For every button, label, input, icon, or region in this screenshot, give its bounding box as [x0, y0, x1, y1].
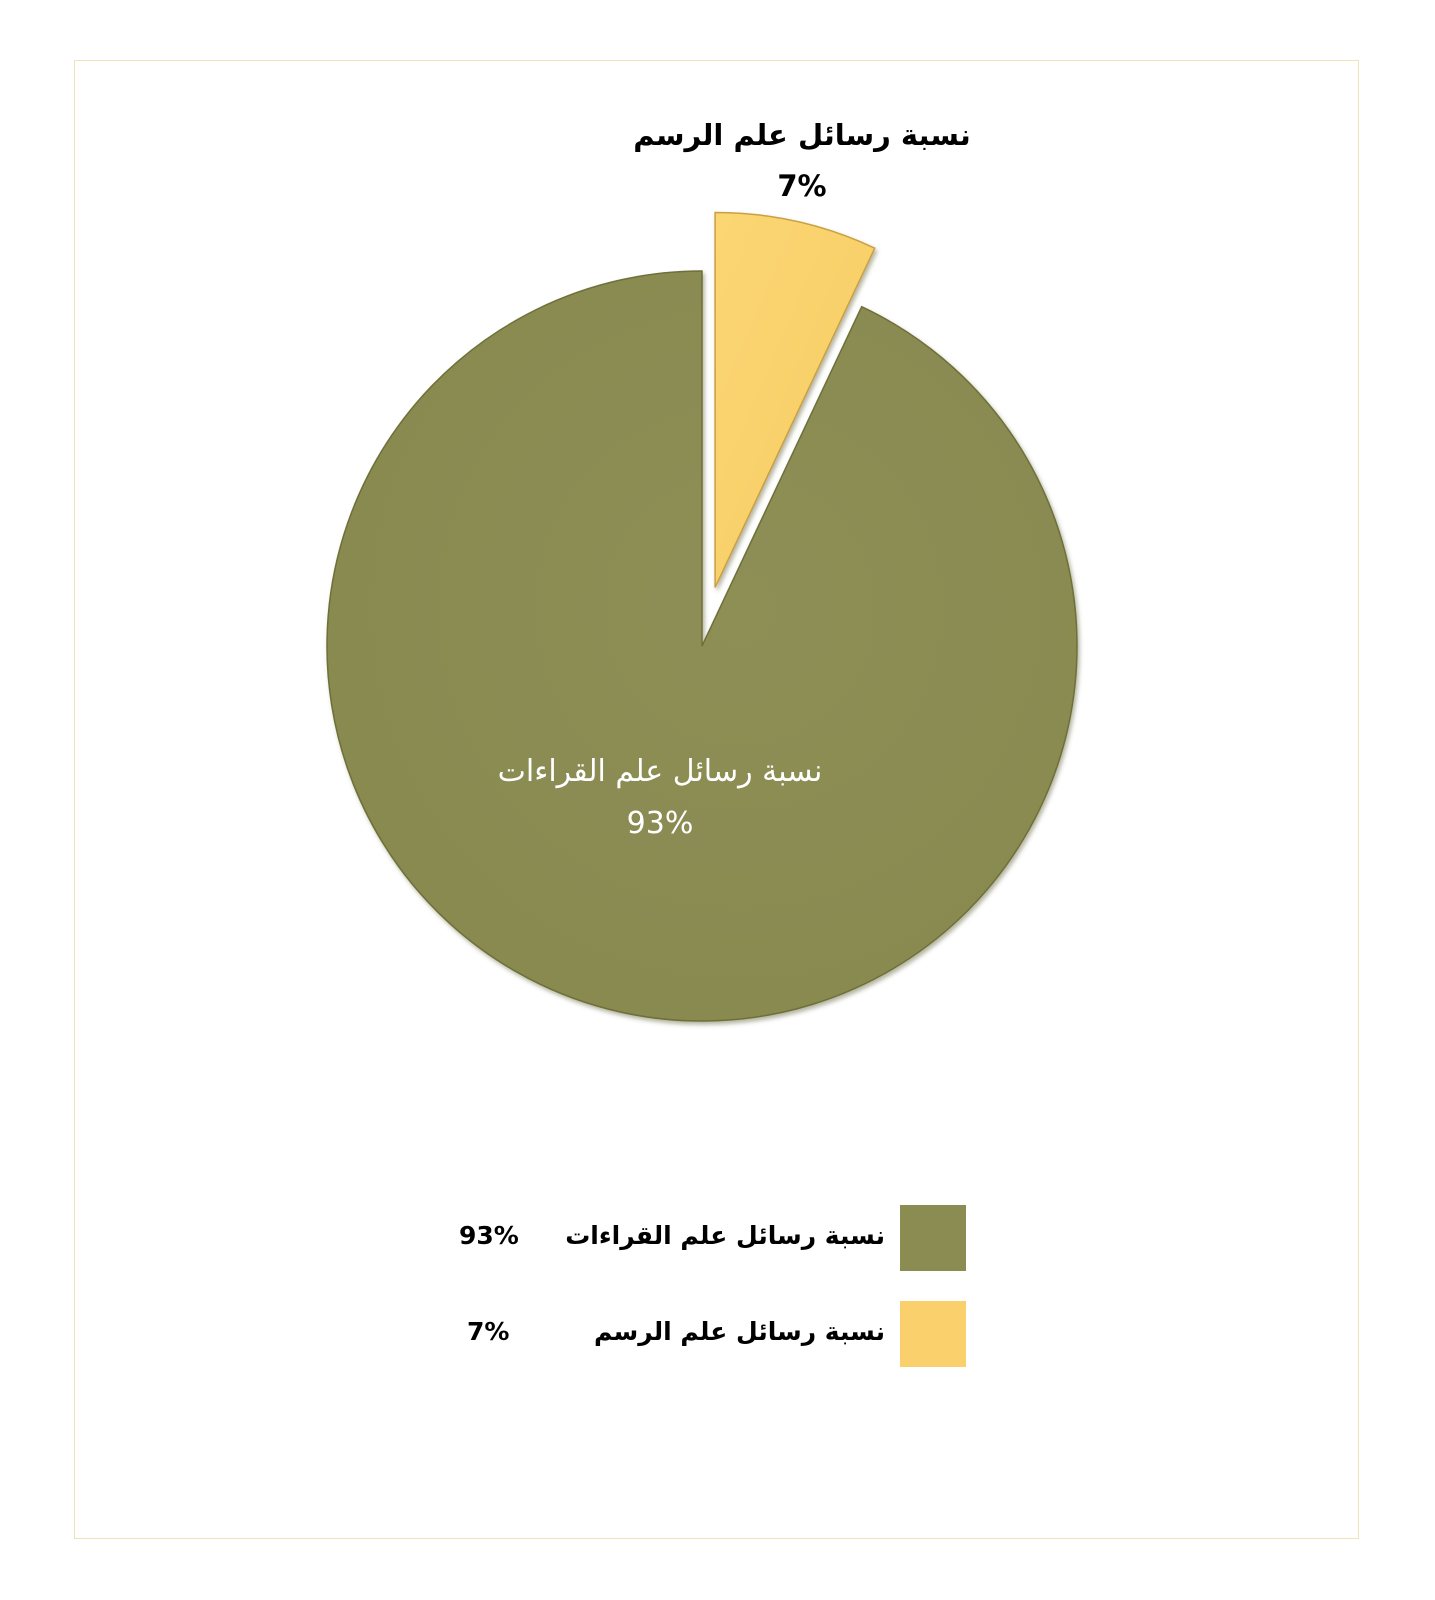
- pie-label-rasm-name: نسبة رسائل علم الرسم: [633, 118, 971, 152]
- pie-label-qiraat-value: 93%: [626, 806, 694, 841]
- pie-label-rasm-value: 7%: [777, 169, 827, 203]
- pie-label-qiraat-name: نسبة رسائل علم القراءات: [497, 754, 823, 789]
- legend-value-qiraat: 93%: [459, 1221, 519, 1250]
- legend-item-rasm: [440, 1301, 970, 1367]
- legend-item-qiraat: [440, 1205, 970, 1271]
- legend-label-rasm: نسبة رسائل علم الرسم: [594, 1317, 885, 1346]
- pie-slice-qiraat: [327, 271, 1077, 1021]
- legend-swatch-rasm: [900, 1301, 966, 1367]
- legend-label-qiraat: نسبة رسائل علم القراءات: [565, 1221, 885, 1250]
- legend-swatch-qiraat: [900, 1205, 966, 1271]
- pie-label-rasm: [633, 118, 971, 203]
- legend-value-rasm: 7%: [467, 1317, 510, 1346]
